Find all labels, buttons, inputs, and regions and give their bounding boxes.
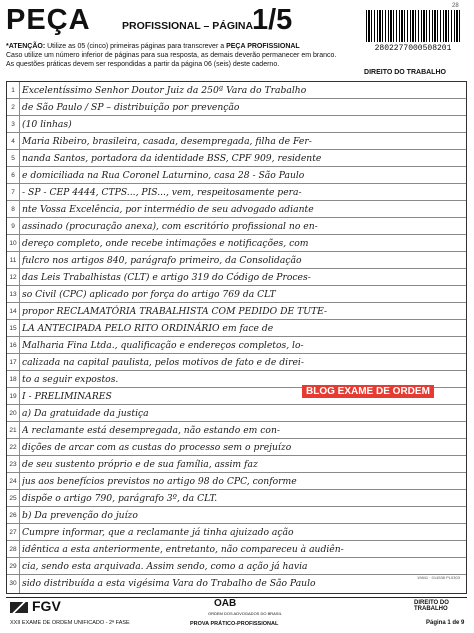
line-number: 25 bbox=[7, 490, 20, 506]
line-number: 7 bbox=[7, 184, 20, 200]
line-number: 21 bbox=[7, 422, 20, 438]
exam-name: XXII EXAME DE ORDEM UNIFICADO - 2ª FASE bbox=[10, 620, 130, 626]
handwritten-text: dispõe o artigo 790, parágrafo 3º, da CLT. bbox=[22, 493, 218, 504]
answer-line bbox=[7, 82, 466, 99]
handwritten-text: LA ANTECIPADA PELO RITO ORDINÁRIO em face de bbox=[22, 323, 274, 334]
barcode bbox=[366, 10, 460, 42]
line-number: 6 bbox=[7, 167, 20, 183]
line-number: 30 bbox=[7, 575, 20, 593]
handwritten-text: - SP - CEP 4444, CTPS..., PIS..., vem, respeitosamente pera- bbox=[22, 187, 302, 198]
footer-divider bbox=[6, 597, 467, 598]
handwritten-text: idêntica a esta anteriormente, entretanto, não compareceu à audiên- bbox=[22, 544, 344, 555]
handwritten-text: nte Vossa Excelência, por intermédio de seu advogado adiante bbox=[22, 204, 314, 215]
line-number: 12 bbox=[7, 269, 20, 285]
section-header: DIREITO DO TRABALHO bbox=[364, 69, 446, 76]
handwritten-text: Cumpre informar, que a reclamante já tinha ajuizado ação bbox=[22, 527, 294, 538]
notice-line-2: Caso utilize um número inferior de páginas para sua resposta, as demais deverão permanecer em branco. bbox=[6, 52, 337, 59]
line-number: 2 bbox=[7, 99, 20, 115]
line-number: 9 bbox=[7, 218, 20, 234]
line-number: 27 bbox=[7, 524, 20, 540]
handwritten-text: das Leis Trabalhistas (CLT) e artigo 319 do Código de Proces- bbox=[22, 272, 311, 283]
handwritten-text: propor RECLAMATÓRIA TRABALHISTA COM PEDIDO DE TUTE- bbox=[22, 306, 328, 317]
notice-text: Utilize as 05 (cinco) primeiras páginas para transcrever a bbox=[45, 43, 227, 50]
fgv-logo bbox=[10, 598, 61, 614]
footer-page-number: Página 1 de 9 bbox=[426, 620, 465, 626]
handwritten-text: so Civil (CPC) aplicado por força do artigo 769 da CLT bbox=[22, 289, 276, 300]
line-number: 11 bbox=[7, 252, 20, 268]
oab-subtitle: ORDEM DOS ADVOGADOS DO BRASIL bbox=[208, 611, 282, 616]
handwritten-text: A reclamante está desempregada, não estando em con- bbox=[22, 425, 280, 436]
handwritten-text: a) Da gratuidade da justiça bbox=[22, 408, 149, 419]
line-number: 29 bbox=[7, 558, 20, 574]
handwritten-text: sido distribuída a esta vigésima Vara do Trabalho de São Paulo bbox=[22, 578, 316, 589]
handwritten-text: de seu sustento próprio e de sua família, assim faz bbox=[22, 459, 258, 470]
oab-logo: OAB bbox=[214, 598, 237, 609]
answer-sheet bbox=[6, 81, 467, 594]
watermark: BLOG EXAME DE ORDEM bbox=[302, 385, 434, 398]
handwritten-text: Excelentíssimo Senhor Doutor Juiz da 250ª Vara do Trabalho bbox=[22, 85, 307, 96]
small-code: 19841 · 014538 PL0303 bbox=[417, 575, 460, 580]
answer-line bbox=[7, 286, 466, 303]
handwritten-text: I - PRELIMINARES bbox=[22, 391, 112, 402]
notice-emphasis: PEÇA PROFISSIONAL bbox=[226, 43, 300, 50]
answer-line bbox=[7, 337, 466, 354]
line-number: 3 bbox=[7, 116, 20, 132]
answer-line bbox=[7, 184, 466, 201]
line-number: 19 bbox=[7, 388, 20, 404]
answer-line bbox=[7, 439, 466, 456]
handwritten-text: (10 linhas) bbox=[22, 119, 72, 130]
line-number: 13 bbox=[7, 286, 20, 302]
line-number: 20 bbox=[7, 405, 20, 421]
footer-subject: DIREITO DO TRABALHO bbox=[414, 600, 449, 612]
handwritten-text: fulcro nos artigos 840, parágrafo primeiro, da Consolidação bbox=[22, 255, 302, 266]
page-title: PEÇA bbox=[6, 4, 91, 36]
answer-line bbox=[7, 320, 466, 337]
answer-line bbox=[7, 235, 466, 252]
line-number: 26 bbox=[7, 507, 20, 523]
answer-line bbox=[7, 524, 466, 541]
answer-line bbox=[7, 252, 466, 269]
answer-line bbox=[7, 354, 466, 371]
line-number: 24 bbox=[7, 473, 20, 489]
line-number: 28 bbox=[7, 541, 20, 557]
handwritten-text: jus aos benefícios previstos no artigo 98 do CPC, conforme bbox=[22, 476, 297, 487]
handwritten-text: e domiciliada na Rua Coronel Laturnino, casa 28 - São Paulo bbox=[22, 170, 305, 181]
line-number: 18 bbox=[7, 371, 20, 387]
answer-line bbox=[7, 473, 466, 490]
answer-line bbox=[7, 422, 466, 439]
handwritten-text: to a seguir expostos. bbox=[22, 374, 119, 385]
answer-line bbox=[7, 575, 466, 593]
answer-line bbox=[7, 201, 466, 218]
answer-line bbox=[7, 490, 466, 507]
line-number: 5 bbox=[7, 150, 20, 166]
line-number: 8 bbox=[7, 201, 20, 217]
prova-label: PROVA PRÁTICO-PROFISSIONAL bbox=[190, 621, 279, 627]
line-number: 23 bbox=[7, 456, 20, 472]
line-number: 4 bbox=[7, 133, 20, 149]
notice-line-3: As questões práticas devem ser respondidas a partir da página 06 (seis) deste caderno. bbox=[6, 61, 280, 68]
handwritten-text: Malharia Fina Ltda., qualificação e endereços completos, lo- bbox=[22, 340, 304, 351]
handwritten-text: Maria Ribeiro, brasileira, casada, desempregada, filha de Fer- bbox=[22, 136, 312, 147]
page-subtitle: PROFISSIONAL – PÁGINA bbox=[122, 20, 254, 32]
answer-line bbox=[7, 116, 466, 133]
handwritten-text: assinado (procuração anexa), com escritório profissional no en- bbox=[22, 221, 318, 232]
answer-line bbox=[7, 167, 466, 184]
line-number: 22 bbox=[7, 439, 20, 455]
handwritten-text: cia, sendo esta arquivada. Assim sendo, como a ação já havia bbox=[22, 561, 308, 572]
answer-line bbox=[7, 558, 466, 575]
line-number: 17 bbox=[7, 354, 20, 370]
answer-line bbox=[7, 150, 466, 167]
fgv-mark-icon bbox=[10, 602, 28, 613]
line-number: 1 bbox=[7, 82, 20, 98]
answer-line bbox=[7, 269, 466, 286]
answer-line bbox=[7, 99, 466, 116]
answer-line bbox=[7, 541, 466, 558]
fgv-logo-text: FGV bbox=[32, 598, 61, 614]
answer-line bbox=[7, 507, 466, 524]
line-number: 16 bbox=[7, 337, 20, 353]
handwritten-text: b) Da prevenção do juízo bbox=[22, 510, 138, 521]
notice-prefix: *ATENÇÃO: bbox=[6, 43, 46, 50]
answer-line bbox=[7, 133, 466, 150]
page-id: 28 bbox=[452, 3, 459, 9]
line-number: 15 bbox=[7, 320, 20, 336]
page-counter: 1/5 bbox=[252, 4, 293, 36]
line-number: 14 bbox=[7, 303, 20, 319]
line-number: 10 bbox=[7, 235, 20, 251]
handwritten-text: dições de arcar com as custas do processo sem o prejuízo bbox=[22, 442, 292, 453]
handwritten-text: calizada na capital paulista, pelos motivos de fato e de direi- bbox=[22, 357, 304, 368]
answer-line bbox=[7, 303, 466, 320]
handwritten-text: dereço completo, onde recebe intimações e notificações, com bbox=[22, 238, 309, 249]
answer-line bbox=[7, 456, 466, 473]
notice-line-1 bbox=[6, 43, 300, 50]
handwritten-text: de São Paulo / SP – distribuição por prevenção bbox=[22, 102, 240, 113]
handwritten-text: nanda Santos, portadora da identidade BSS, CPF 909, residente bbox=[22, 153, 322, 164]
answer-line bbox=[7, 218, 466, 235]
barcode-number: 2802277000508201 bbox=[374, 44, 452, 53]
answer-line bbox=[7, 405, 466, 422]
